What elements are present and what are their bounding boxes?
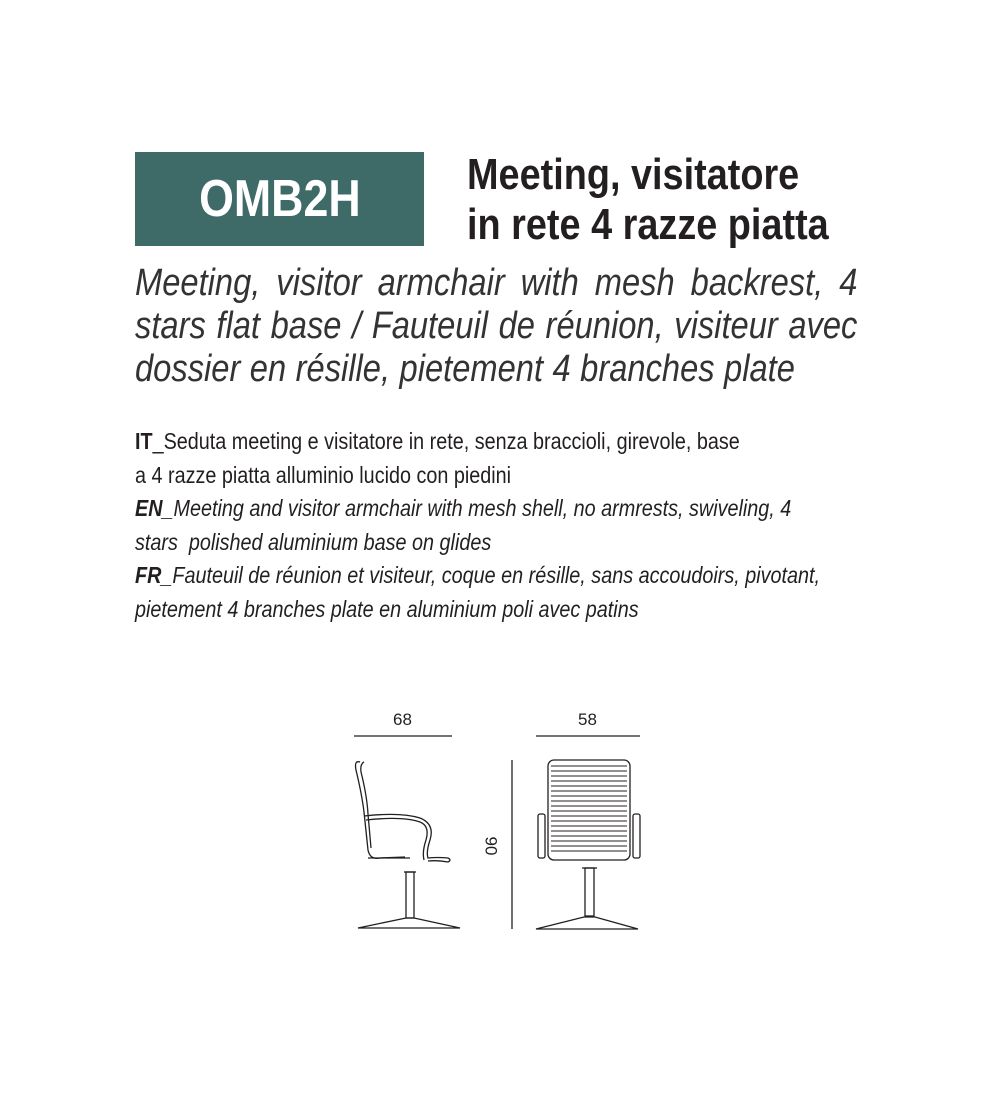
subtitle-word: backrest,: [690, 262, 824, 304]
en-text-2: stars polished aluminium base on glides: [135, 528, 492, 555]
subtitle-word: visiteur: [674, 305, 778, 347]
subtitle-word: résille,: [295, 348, 391, 390]
it-text-2: a 4 razze piatta alluminio lucido con piedini: [135, 461, 512, 488]
description-it-line-1: [135, 425, 857, 459]
subtitle-word: 4: [552, 348, 571, 390]
subtitle-word: with: [520, 262, 579, 304]
subtitle-word: pietement: [399, 348, 544, 390]
dimension-side-width: 68: [393, 710, 412, 729]
subtitle-line-2: [135, 305, 857, 348]
subtitle-word: armchair: [377, 262, 505, 304]
subtitle-word: dossier: [135, 348, 241, 390]
product-description: [135, 425, 858, 626]
subtitle-word: visitor: [276, 262, 362, 304]
subtitle-word: 4: [839, 262, 858, 304]
subtitle-word: branches: [580, 348, 715, 390]
fr-prefix: FR: [135, 562, 162, 588]
description-fr-line-1: [135, 559, 857, 593]
product-title-line-1: Meeting, visitatore: [467, 150, 800, 199]
product-code-badge: [135, 152, 424, 246]
chair-side-view: [356, 762, 461, 928]
product-subtitle: [135, 262, 858, 391]
subtitle-word: Fauteuil: [371, 305, 489, 347]
subtitle-line-1: [135, 262, 857, 305]
en-prefix: EN: [135, 495, 163, 521]
product-title: [467, 150, 828, 250]
subtitle-word: base: [270, 305, 342, 347]
subtitle-word: avec: [788, 305, 858, 347]
fr-text-1: _Fauteuil de réunion et visiteur, coque en résille, sans accoudoirs, pivotant,: [161, 562, 821, 588]
subtitle-word: stars: [135, 305, 206, 347]
subtitle-word: /: [352, 305, 362, 347]
dimension-height: 90: [481, 836, 501, 856]
description-it-line-2: [135, 459, 857, 493]
subtitle-word: de: [498, 305, 535, 347]
description-en-line-2: [135, 526, 857, 560]
en-text-1: _Meeting and visitor armchair with mesh shell, no armrests, swiveling, 4: [162, 495, 792, 521]
chair-front-view: [536, 760, 640, 929]
subtitle-word: réunion,: [545, 305, 664, 347]
dimension-front-width: 58: [578, 710, 597, 729]
subtitle-word: en: [249, 348, 287, 390]
chair-technical-drawing: [340, 700, 660, 940]
description-fr-line-2: [135, 593, 857, 627]
subtitle-word: flat: [216, 305, 261, 347]
product-title-line-2: in rete 4 razze piatta: [467, 200, 829, 249]
subtitle-word: Meeting,: [135, 262, 261, 304]
it-prefix: IT: [135, 428, 153, 454]
subtitle-word: mesh: [594, 262, 675, 304]
product-code: OMB2H: [198, 170, 361, 228]
subtitle-word: plate: [724, 348, 795, 390]
fr-text-2: pietement 4 branches plate en aluminium poli avec patins: [135, 595, 639, 622]
subtitle-line-3: [135, 348, 857, 391]
it-text-1: _Seduta meeting e visitatore in rete, senza braccioli, girevole, base: [152, 428, 740, 454]
description-en-line-1: [135, 492, 857, 526]
